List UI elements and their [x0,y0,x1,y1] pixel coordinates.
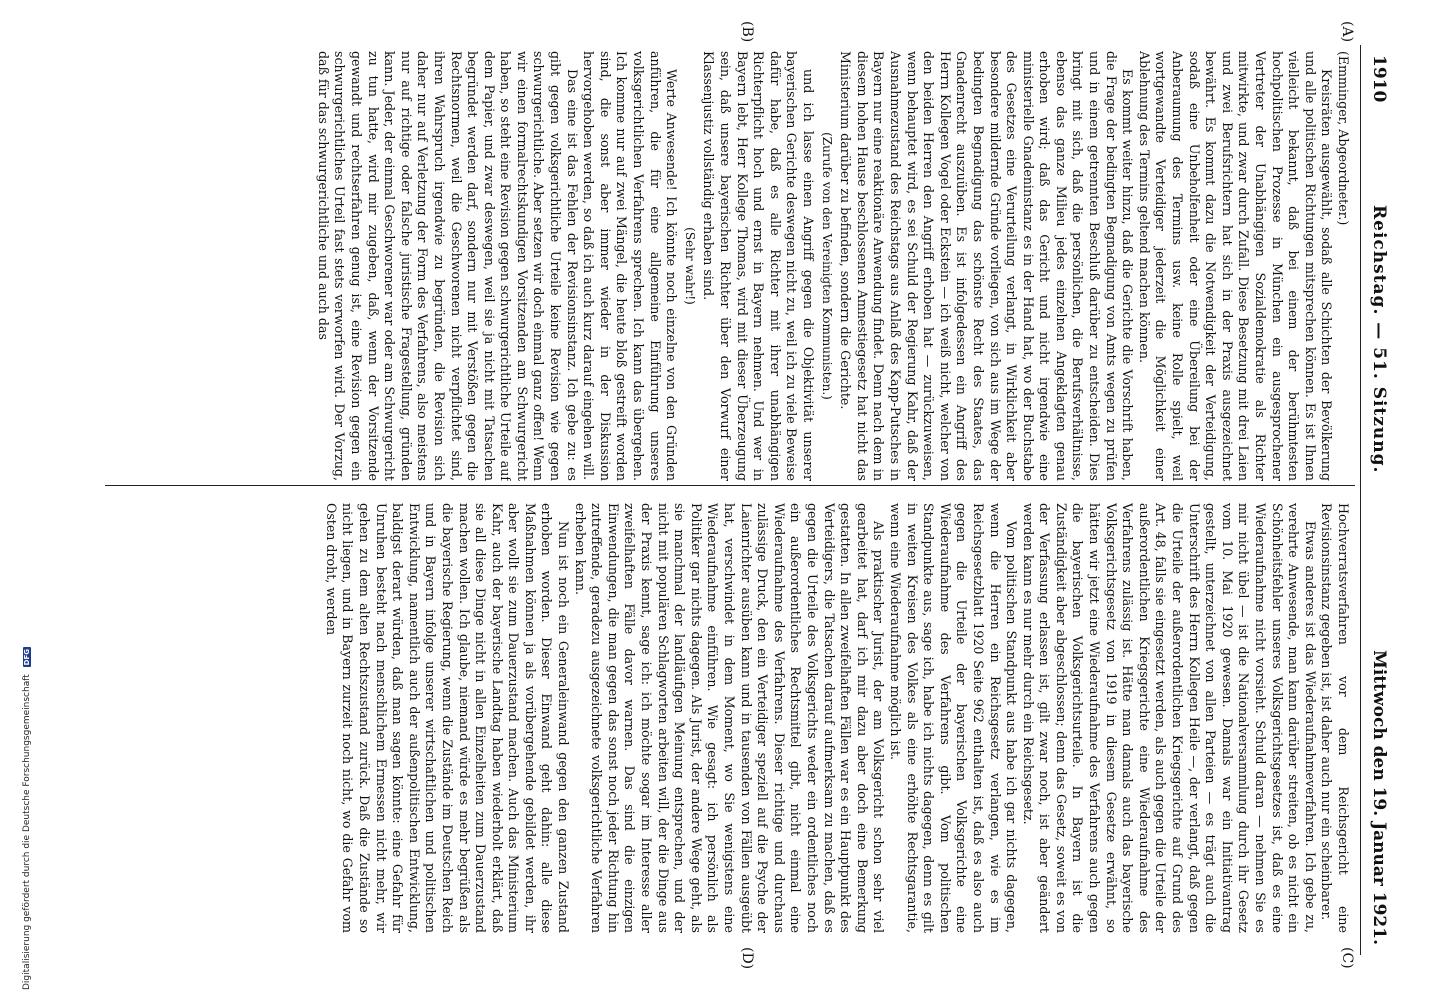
right-text-column [111,503,1351,933]
interjection: (Sehr wahr!) [682,227,697,305]
margin-marker-c: (C) [1339,947,1355,969]
page-date: Mittwoch den 19. Januar 1921. [1369,650,1389,945]
header-rule [1360,45,1361,955]
margin-marker-d: (D) [739,947,755,970]
column-divider [105,485,1355,486]
paragraph: Nun ist noch ein Generaleinwand gegen den ganzen Zustand erhoben worden. Dieser Einwand geht dahin: alle diese Maßnahmen können ja als vorübergehende gebildet werden, ihr aber wollt sie zum Dauerzustand machen. Auch das Ministerium Kahr, auch der bayerische Landtag haben wiederholt erklärt, daß sie all diese Dinge nicht in allen Einzelheiten zum Dauerzustand machen wollen. Ich glaube, niemand würde es mehr begrüßen als die bayerische Regierung, wenn die Zustände im Deutschen Reich und in Bayern infolge unserer wirtschaftlichen und politischen Entwicklung, namentlich auch der außenpolitischen Entwicklung, baldigst derart würden, daß man sagen könnte: eine Gefahr für Unruhen besteht nach menschlichem Ermessen nicht mehr, wir gehen zu dem alten Rechtszustand zurück. Daß die Zustände so nicht liegen, und in Bayern zurzeit noch nicht, wo die Gefahr vom Osten droht, werden [323,503,572,933]
rotated-page-content [65,15,1395,975]
footer [8,600,32,990]
page-number: 1910 [1369,55,1389,103]
paragraph: Kreisräten ausgewählt, sodaß alle Schichten der Bevölkerung und alle politischen Richtungen mitsprechen können. Es ist Ihnen vielleicht bekannt, daß bei einem der berühmtesten hochpolitischen Prozesse in München ein ausgesprochener Vertreter der Unabhängigen Sozialdemokratie als Richter mitwirkte, und zwar durch Zufall. Diese Besetzung mit drei Laien und zwei Berufsrichtern hat sich in der Praxis ausgezeichnet bewährt. Es kommt dazu die Notwendigkeit der Verteidigung, sodaß eine Unbeholfenheit oder eine Übereilung bei der Anberaumung des Termins usw. keine Rolle spielt, weil wortgewandte Verteidiger jederzeit die Möglichkeit einer Ablehnung des Termins geltend machen können. [1136,51,1335,481]
margin-marker-b: (B) [739,21,755,43]
interjection: (Zurufe von den Vereinigten Kommunisten.) [819,132,834,400]
page-title: Reichstag. — 51. Sitzung. [1369,205,1389,474]
paragraph: Das eine ist das Fehlen der Revisionsinstanz. Ich gebe zu: es gibt gegen volksgerichtliche Urteile keine Revision wie gegen schwurgerichtliche. Aber setzen wir doch einmal ganz offen! Wenn wir einen formalrechtskundigen Vorsitzenden am Schwurgericht haben, so steht eine Revision gegen schwurgerichtliche Urteile auf dem Papier, und zwar deswegen, weil sie ja nicht mit Tatsachen begründet werden darf, sondern nur mit Verstößen gegen die Rechtsnormen, weil die Geschworenen nicht verpflichtet sind, ihren Wahrspruch irgendwie zu begründen, die Revision sich daher nur auf Verletzung der Form des Verfahrens, also meistens nur auf richtige oder falsche juristische Fragestellung, gründen kann. Jeder, der einmal Geschworener war oder am Schwurgericht zu tun hatte, wird mir zugeben, daß, wenn der Vorsitzende gewandt und rechtserfahren genug ist, eine Revision gegen ein schwurgerichtliches Urteil fast stets verworfen wird. Der Vorzug, daß für das schwurgerichtliche und auch das [315,51,580,481]
paragraph: Als praktischer Jurist, der am Volksgericht schon sehr viel gearbeitet hat, darf ich mir dazu aber doch eine Bemerkung gestatten. In allen zweifelhaften Fällen war es ein Hauptpunkt des Verteidigers, die Tatsachen darauf aufmerksam zu machen, daß es gegen die Urteile des Volksgerichts weder ein ordentliches noch ein außerordentliches Rechtsmittel gibt, nicht einmal eine Wiederaufnahme des Verfahrens. Dieser richtige und durchaus zulässige Druck, den ein Verteidiger speziell auf die Psyche der Laienrichter ausüben kann und in tausenden von Fällen ausgeübt hat, verschwindet in dem Moment, wo Sie wenigstens eine Wiederaufnahme einführen. Wie gesagt: ich persönlich als Politiker gar nichts dagegen. Als Jurist, der andere Wege geht, als sie manchmal der landläufigen Meinung entsprechen, und der nicht mit populären Schlagworten arbeiten will, der die Dinge aus der Praxis kennt, sage ich: ich möchte sogar im Interesse aller zweifelhaften Fälle davor warnen. Das sind die einzigen Einwendungen, die man gegen das sonst noch jeder Richtung hin zutreffende, geradezu ausgezeichnete volksgerichtliche Verfahren erheben kann. [572,503,887,933]
page-header [1361,15,1395,975]
dfg-logo-icon: DFG [23,649,31,666]
paragraph: und ich lasse einen Angriff gegen die Objektivität unserer bayerischen Gerichte deswegen nicht zu, weil ich zu viele Beweise dafür habe, daß es alle Richter mit ihrer unabhängigen Richterpflicht hoch und ernst in Bayern nehmen. Und wer in Bayern lebt, Herr Kollege Thomas, wird mit dieser Überzeugung sein, daß unsere bayerischen Richter über den Vorwurf einer Klassenjustiz vollständig erhaben sind. [701,51,816,481]
paragraph: Etwas anderes ist das Wiederaufnahmeverfahren. Ich gebe zu, verehrte Anwesende, man kann darüber streiten, ob es nicht ein Schönheitsfehler unseres Volksgerichtsgesetzes ist, daß es eine Wiederaufnahme nicht vorsieht. Schuld daran — nehmen Sie es mir nicht übel — ist die Nationalversammlung durch ihr Gesetz vom 10. Mai 1920 gewesen. Damals war ein Initiativantrag gestellt, unterzeichnet von allen Parteien — es trägt auch die Unterschrift des Herrn Kollegen Heile —, der verlangt, daß gegen die Urteile der außerordentlichen Kriegsgerichte auf Grund des Art. 48, falls sie eingesetzt werden, als auch gegen die Urteile der außerordentlichen Kriegsgerichte eine Wiederaufnahme des Verfahrens zulässig ist. Hätte man damals auch das bayerische Volksgerichtsgesetz von 1919 in diesem Gesetze erwähnt, so hätten wir jetzt eine Wiederaufnahme des Verfahrens auch gegen die bayerischen Volksgerichtsurteile. In Bayern ist die Zuständigkeit aber abgeschlossen; denn das Gesetz, soweit es von der Verfassung erlassen ist, gilt zwar noch, ist aber geändert werden kann es nur mehr durch ein Reichsgesetz. [1020,503,1318,933]
paragraph: Werte Anwesende! Ich könnte noch einzelne von den Gründen anführen, die für eine allgemeine Einführung unseres volksgerichtlichen Verfahrens sprechen. Ich kann das übergehen. Ich komme nur auf zwei Mängel, die heute bloß gestreift worden sind, die sonst aber immer wieder in der Diskussion hervorgehoben werden, so daß ich auch kurz darauf eingehen will. [581,51,680,481]
left-text-column [111,51,1351,481]
margin-marker-a: (A) [1339,21,1355,43]
footer-credit: Digitalisierung gefördert durch die Deutsche Forschungsgemeinschaft [22,674,32,990]
paragraph: Vom politischen Standpunkt aus habe ich gar nichts dagegen, wenn die Herren ein Reichsgesetz verlangen, wie es im Reichsgesetzblatt 1920 Seite 962 enthalten ist, daß es also auch gegen die Urteile der bayerischen Volksgerichte eine Wiederaufnahme des Verfahrens gibt. Vom politischen Standpunkte aus, sage ich, habe ich nichts dagegen, denn es gilt in weiten Kreisen des Volkes als eine erhöhte Rechtsgarantie, wenn eine Wiederaufnahme möglich ist. [887,503,1020,933]
paragraph: Hochverratsverfahren vor dem Reichsgericht eine Revisionsinstanz gegeben ist, ist daher auch nur ein scheinbarer. [1319,503,1351,933]
paragraph: Es kommt weiter hinzu, daß die Gerichte die Vorschrift haben, die Frage der bedingten Begnadigung von Amts wegen zu prüfen und in einem getrennten Beschluß darüber zu entscheiden. Dies bringt mit sich, daß die persönlichen, die Berufsverhältnisse, ebenso das ganze Milieu jedes einzelnen Angeklagten genau erhoben wird; daß das Gericht und nicht irgendwie eine ministerielle Gnadeninstanz es in der Hand hat, wo der Buchstabe des Gesetzes eine Verurteilung verlangt, in Wirklichkeit aber besondere mildernde Gründe vorliegen, von sich aus im Wege der bedingten Begnadigung das schönste Recht des Staates, das Gnadenrecht auszuüben. Es ist infolgedessen ein Angriff des Herrn Kollegen Vogel oder Eckstein — ich weiß nicht, welcher von den beiden Herren den Angriff erhoben hat — zurückzuweisen, wenn behauptet wird, es sei Schuld der Regierung Kahr, daß der Ausnahmezustand des Reichstags aus Anlaß des Kapp-Putsches in Bayern nur eine reaktionäre Anwendung findet. Denn nach dem in diesem hohen Hause beschlossenen Amnestiegesetz hat nicht das Ministerium darüber zu befinden, sondern die Gerichte. [838,51,1136,481]
paragraph: (Emminger, Abgeordneter.) [1336,51,1351,226]
